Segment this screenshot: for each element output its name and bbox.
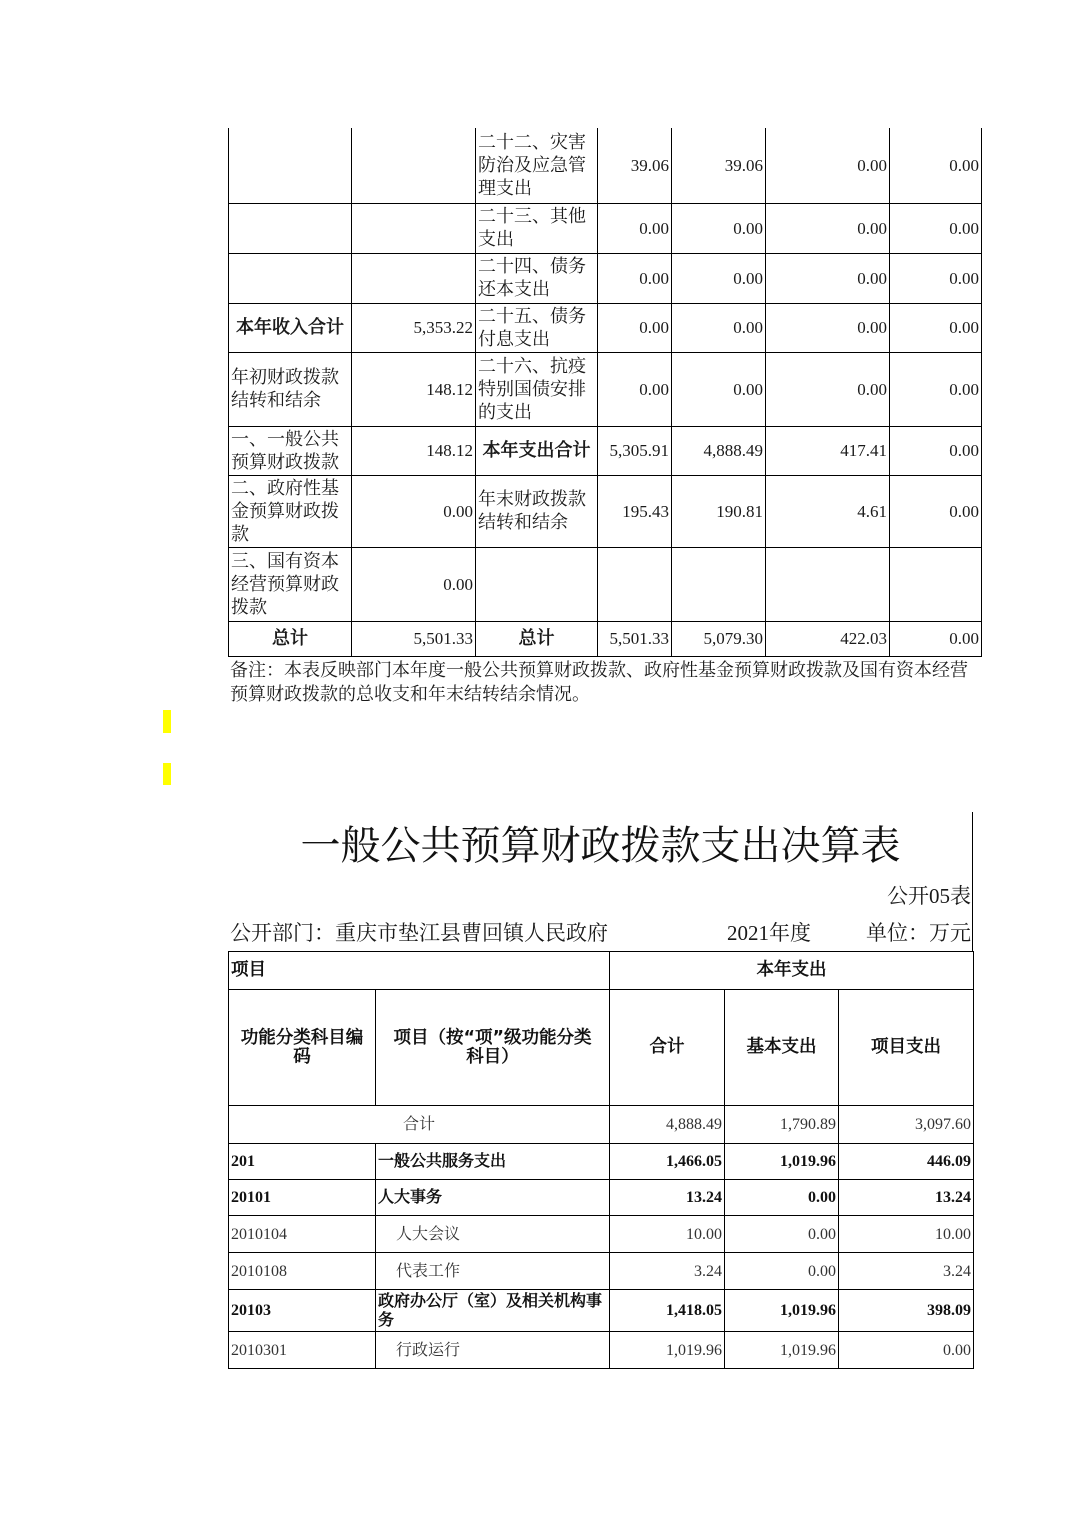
expense-item-cell: 本年支出合计 <box>476 426 598 475</box>
total-row-basic: 1,790.89 <box>725 1106 839 1144</box>
expense-total-cell: 0.00 <box>598 352 672 426</box>
row-basic: 1,019.96 <box>725 1144 839 1180</box>
table-note: 备注：本表反映部门本年度一般公共预算财政拨款、政府性基金预算财政拨款及国有资本经营预算财政拨款的总收支和年末结转结余情况。 <box>230 660 968 704</box>
total-row-label: 合计 <box>229 1106 610 1144</box>
expense-total-cell: 0.00 <box>598 253 672 303</box>
header-current-year-expense: 本年支出 <box>610 952 974 990</box>
header-total: 合计 <box>610 990 725 1106</box>
table-number: 公开05表 <box>887 884 971 908</box>
row-total: 1,466.05 <box>610 1144 725 1180</box>
row-code: 2010301 <box>229 1332 376 1369</box>
row-name: 一般公共服务支出 <box>376 1144 610 1180</box>
table-row <box>229 253 982 303</box>
expense-general-budget-cell: 39.06 <box>672 128 766 203</box>
expense-item-cell <box>476 547 598 621</box>
row-name: 行政运行 <box>376 1332 610 1369</box>
row-total: 10.00 <box>610 1216 725 1253</box>
table-row <box>229 426 982 475</box>
expense-item-cell: 二十五、债务付息支出 <box>476 303 598 352</box>
row-basic: 0.00 <box>725 1180 839 1216</box>
income-item-cell <box>229 128 352 203</box>
header-item-name: 项目（按“项”级功能分类科目） <box>376 990 610 1106</box>
year-label: 2021年度 <box>727 921 811 945</box>
row-project: 13.24 <box>839 1180 974 1216</box>
row-basic: 1,019.96 <box>725 1290 839 1332</box>
expense-state-capital-cell <box>890 547 982 621</box>
income-item-cell: 一、一般公共预算财政拨款 <box>229 426 352 475</box>
header-row <box>229 990 974 1106</box>
total-row-total: 4,888.49 <box>610 1106 725 1144</box>
expense-item-cell: 二十二、灾害防治及应急管理支出 <box>476 128 598 203</box>
income-amount-cell: 148.12 <box>352 426 476 475</box>
table-row <box>229 1144 974 1180</box>
expense-item-cell: 二十四、债务还本支出 <box>476 253 598 303</box>
income-expense-table <box>228 128 982 657</box>
row-project: 0.00 <box>839 1332 974 1369</box>
income-amount-cell <box>352 203 476 253</box>
header-project: 项目 <box>229 952 610 990</box>
table-row <box>229 128 982 203</box>
department-label: 公开部门：重庆市垫江县曹回镇人民政府 <box>230 921 608 945</box>
expense-state-capital-cell: 0.00 <box>890 128 982 203</box>
expense-general-budget-cell: 4,888.49 <box>672 426 766 475</box>
table-row <box>229 303 982 352</box>
expense-item-cell: 总计 <box>476 621 598 656</box>
expense-gov-fund-cell: 0.00 <box>766 303 890 352</box>
expense-general-budget-cell: 0.00 <box>672 352 766 426</box>
income-item-cell: 总计 <box>229 621 352 656</box>
expense-general-budget-cell: 0.00 <box>672 253 766 303</box>
expense-table <box>228 951 974 1369</box>
expense-state-capital-cell: 0.00 <box>890 303 982 352</box>
income-item-cell: 年初财政拨款结转和结余 <box>229 352 352 426</box>
row-name: 政府办公厅（室）及相关机构事务 <box>376 1290 610 1332</box>
row-project: 398.09 <box>839 1290 974 1332</box>
income-item-cell <box>229 253 352 303</box>
table-row <box>229 203 982 253</box>
expense-state-capital-cell: 0.00 <box>890 203 982 253</box>
table-row <box>229 621 982 656</box>
expense-state-capital-cell: 0.00 <box>890 621 982 656</box>
table-row <box>229 352 982 426</box>
expense-total-cell <box>598 547 672 621</box>
expense-general-budget-cell: 190.81 <box>672 475 766 547</box>
row-basic: 1,019.96 <box>725 1332 839 1369</box>
highlight-mark <box>163 710 171 733</box>
expense-gov-fund-cell: 0.00 <box>766 352 890 426</box>
income-amount-cell: 5,353.22 <box>352 303 476 352</box>
expense-gov-fund-cell: 417.41 <box>766 426 890 475</box>
expense-item-cell: 年末财政拨款结转和结余 <box>476 475 598 547</box>
expense-total-cell: 39.06 <box>598 128 672 203</box>
income-amount-cell: 0.00 <box>352 475 476 547</box>
expense-state-capital-cell: 0.00 <box>890 426 982 475</box>
unit-label: 单位：万元 <box>866 921 971 945</box>
total-row <box>229 1106 974 1144</box>
header-project-expense: 项目支出 <box>839 990 974 1106</box>
row-project: 446.09 <box>839 1144 974 1180</box>
income-item-cell <box>229 203 352 253</box>
income-item-cell: 本年收入合计 <box>229 303 352 352</box>
header-row <box>229 952 974 990</box>
table-row <box>229 1216 974 1253</box>
expense-general-budget-cell <box>672 547 766 621</box>
row-name: 人大事务 <box>376 1180 610 1216</box>
row-project: 3.24 <box>839 1253 974 1290</box>
row-total: 1,418.05 <box>610 1290 725 1332</box>
income-item-cell: 三、国有资本经营预算财政拨款 <box>229 547 352 621</box>
header-basic-expense: 基本支出 <box>725 990 839 1106</box>
expense-gov-fund-cell: 422.03 <box>766 621 890 656</box>
expense-gov-fund-cell <box>766 547 890 621</box>
income-amount-cell <box>352 128 476 203</box>
expense-state-capital-cell: 0.00 <box>890 352 982 426</box>
table-row <box>229 1253 974 1290</box>
expense-gov-fund-cell: 4.61 <box>766 475 890 547</box>
income-amount-cell: 148.12 <box>352 352 476 426</box>
row-code: 20101 <box>229 1180 376 1216</box>
header-function-code: 功能分类科目编码 <box>229 990 376 1106</box>
row-total: 3.24 <box>610 1253 725 1290</box>
row-basic: 0.00 <box>725 1216 839 1253</box>
page-title: 一般公共预算财政拨款支出决算表 <box>300 823 901 869</box>
row-code: 20103 <box>229 1290 376 1332</box>
highlight-mark <box>163 763 171 785</box>
expense-general-budget-cell: 5,079.30 <box>672 621 766 656</box>
expense-total-cell: 5,501.33 <box>598 621 672 656</box>
table-row <box>229 1180 974 1216</box>
row-total: 1,019.96 <box>610 1332 725 1369</box>
expense-total-cell: 5,305.91 <box>598 426 672 475</box>
table-row <box>229 1332 974 1369</box>
expense-total-cell: 0.00 <box>598 203 672 253</box>
row-name: 代表工作 <box>376 1253 610 1290</box>
table-row <box>229 475 982 547</box>
expense-gov-fund-cell: 0.00 <box>766 203 890 253</box>
row-code: 201 <box>229 1144 376 1180</box>
expense-general-budget-cell: 0.00 <box>672 303 766 352</box>
row-code: 2010108 <box>229 1253 376 1290</box>
expense-total-cell: 0.00 <box>598 303 672 352</box>
expense-item-cell: 二十六、抗疫特别国债安排的支出 <box>476 352 598 426</box>
row-total: 13.24 <box>610 1180 725 1216</box>
row-code: 2010104 <box>229 1216 376 1253</box>
expense-total-cell: 195.43 <box>598 475 672 547</box>
row-project: 10.00 <box>839 1216 974 1253</box>
expense-gov-fund-cell: 0.00 <box>766 253 890 303</box>
income-amount-cell <box>352 253 476 303</box>
total-row-project: 3,097.60 <box>839 1106 974 1144</box>
expense-item-cell: 二十三、其他支出 <box>476 203 598 253</box>
expense-general-budget-cell: 0.00 <box>672 203 766 253</box>
income-amount-cell: 0.00 <box>352 547 476 621</box>
table-row <box>229 1290 974 1332</box>
expense-state-capital-cell: 0.00 <box>890 253 982 303</box>
row-name: 人大会议 <box>376 1216 610 1253</box>
table-row <box>229 547 982 621</box>
income-item-cell: 二、政府性基金预算财政拨款 <box>229 475 352 547</box>
income-amount-cell: 5,501.33 <box>352 621 476 656</box>
row-basic: 0.00 <box>725 1253 839 1290</box>
expense-gov-fund-cell: 0.00 <box>766 128 890 203</box>
expense-state-capital-cell: 0.00 <box>890 475 982 547</box>
